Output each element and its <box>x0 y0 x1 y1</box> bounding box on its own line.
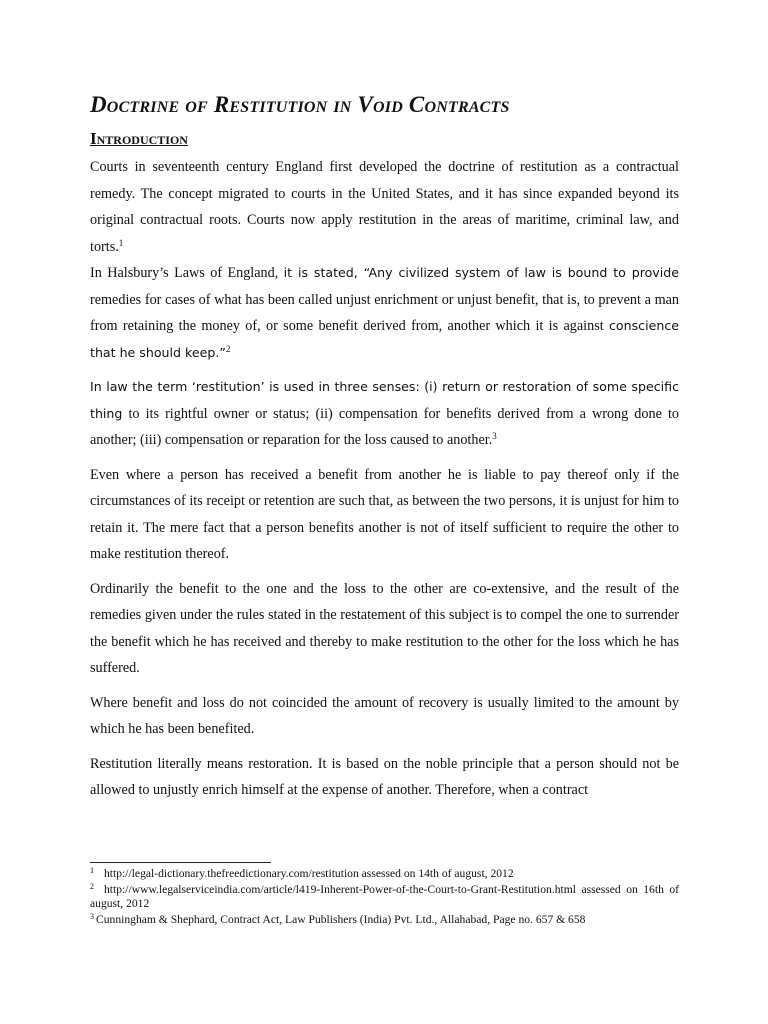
footnote-ref-3: 3 <box>492 431 497 441</box>
document-title: Doctrine of Restitution in Void Contracts <box>90 92 510 117</box>
footnotes <box>90 867 679 929</box>
paragraph-1 <box>90 154 679 260</box>
footnote-text-2: http://www.legalserviceindia.com/article/l419-Inherent-Power-of-the-Court-to-Grant-Restitution.html assessed on 16th of august, 2012 <box>90 883 679 910</box>
paragraph-3-text-alt: In law the term ‘restitution’ is used in three senses: (i) return or restoration of some specific thing <box>90 379 679 421</box>
footnote-text-3: Cunningham & Shephard, Contract Act, Law Publishers (India) Pvt. Ltd., Allahabad, Page no. 657 & 658 <box>96 913 586 926</box>
section-heading-introduction: Introduction <box>90 129 188 148</box>
footnote-1: 1 http://legal-dictionary.thefreedictionary.com/restitution assessed on 14th of august, 2012 <box>90 866 514 880</box>
paragraph-2-text-alt-1: it is stated, “Any civilized system of law is bound to provide <box>283 265 679 280</box>
paragraph-5: Ordinarily the benefit to the one and the loss to the other are co-extensive, and the result of the remedies given under the rules stated in the restatement of this subject is to compel the one to surrender the benefit which he has received and thereby to make restitution to the other for the loss which he has suffered. <box>90 580 679 676</box>
paragraph-4: Even where a person has received a benefit from another he is liable to pay thereof only if the circumstances of its receipt or retention are such that, as between the two persons, it is unjust for him to retain it. The mere fact that a person benefits another is not of itself sufficient to require the other to make restitution thereof. <box>90 466 679 562</box>
paragraph-7: Restitution literally means restoration. It is based on the noble principle that a person should not be allowed to unjustly enrich himself at the expense of another. Therefore, when a contract <box>90 755 679 798</box>
paragraph-1-text: Courts in seventeenth century England first developed the doctrine of restitution as a contractual remedy. The concept migrated to courts in the United States, and it has since expanded beyond its original contractual roots. Courts now apply restitution in the areas of maritime, criminal law, and torts. <box>90 159 679 255</box>
footnote-3: 3 Cunningham & Shephard, Contract Act, Law Publishers (India) Pvt. Ltd., Allahabad, Page no. 657 & 658 <box>90 912 586 926</box>
paragraph-2-text-alt-2: conscience that he should keep.” <box>90 318 679 360</box>
document-page <box>90 90 679 812</box>
paragraph-3 <box>90 374 679 454</box>
paragraph-2 <box>90 260 679 366</box>
footnote-separator <box>90 862 271 863</box>
paragraph-2-text-main: remedies for cases of what has been called unjust enrichment or unjust benefit, that is, to prevent a man from retaining the money of, or some benefit derived from, another which it is against <box>90 291 679 334</box>
footnote-ref-1: 1 <box>118 237 124 248</box>
paragraph-2-text-regular: In Halsbury’s Laws of England, <box>90 265 284 281</box>
footnote-text-1: http://legal-dictionary.thefreedictionary.com/restitution assessed on 14th of august, 2012 <box>104 867 514 880</box>
paragraph-3-text-main: to its rightful owner or status; (ii) compensation for benefits derived from a wrong done to another; (iii) compensation or reparation for the loss caused to another. <box>90 405 679 448</box>
paragraph-6: Where benefit and loss do not coincided the amount of recovery is usually limited to the amount by which he has been benefited. <box>90 694 679 737</box>
footnote-2: 2 http://www.legalserviceindia.com/article/l419-Inherent-Power-of-the-Court-to-Grant-Restitution.html assessed on 16th of august, 2012 <box>90 882 679 910</box>
footnote-ref-2: 2 <box>225 343 231 354</box>
